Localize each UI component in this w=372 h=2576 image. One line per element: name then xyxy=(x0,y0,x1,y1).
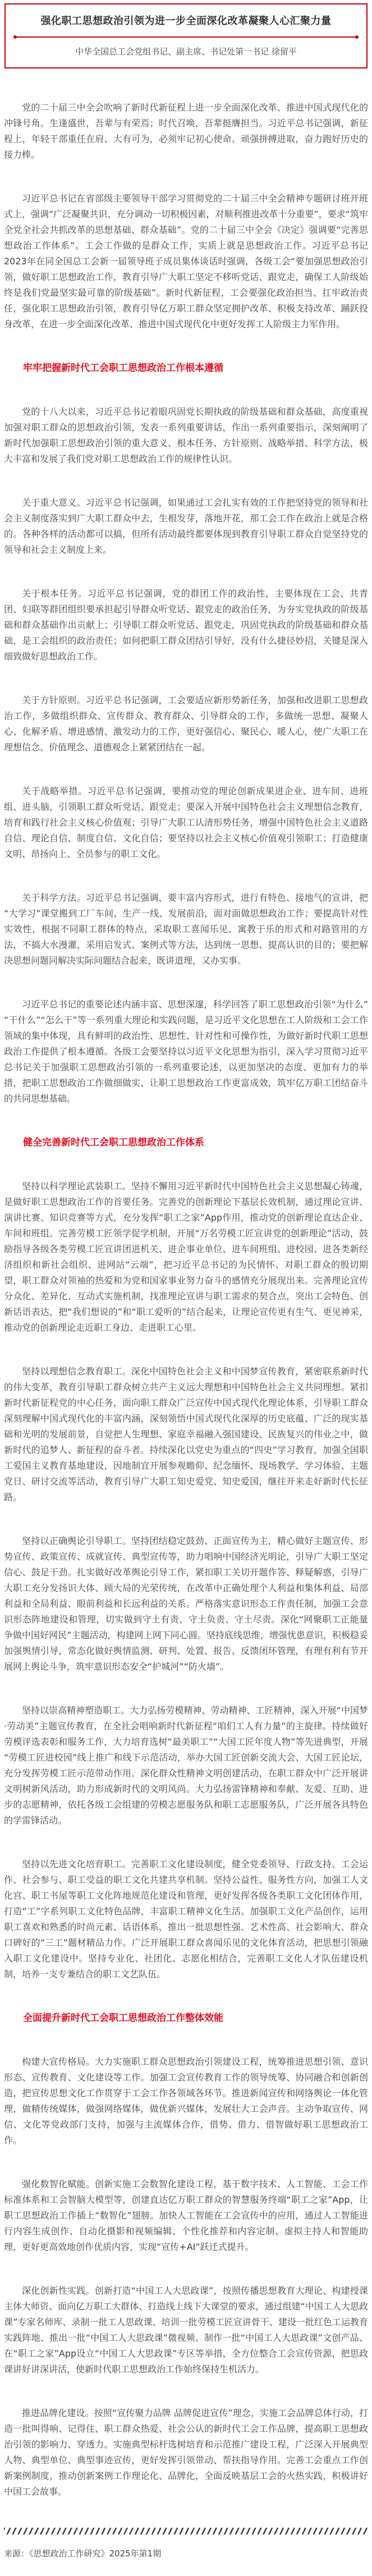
page-title: 强化职工思想政治引领为进一步全面深化改革凝聚人心汇聚力量 xyxy=(40,15,332,27)
paragraph: 推进品牌化建设。按照“宣传聚力品牌 品牌促进宣传”理念，实施工会品牌总体行动，打造一批叫得响、记得住、职工群众热爱、社会公认的新时代工会工作品牌，提高职工思想政治引领的影响力、穿透力。实施典型标杆选树培育和示范推广建设工程，广泛深入开展典型人物、典型单位、典型事迹宣传，更好发挥引领带动、帮扶指导作用。完善工会重点工作创新案例制度，推动创新案例工作理论化、品牌化，全面反映基层工会的火热实践，积极讲好中国工会故事。 xyxy=(4,2407,368,2497)
paragraph: 坚持以正确舆论引导职工。坚持团结稳定鼓劲、正面宣传为主，精心做好主题宣传、形势宣传、政策宣传、成就宣传、典型宣传等，助力唱响中国经济光明论，引导广大职工坚定信心、鼓足干劲。扎实做好改革舆论引导工作，紧扣职工关切开题作答、释疑解惑，引导广大职工充分发扬识大体、顾大局的光荣传统，在改革中正确处理个人利益和集体利益、局部利益和全局利益、眼前利益和长远利益的关系。严格落实意识形态工作责任制，加强工会意识形态阵地建设和管理，切实做到守土有责、守土负责、守土尽责。深化“网聚职工正能量 争做中国好网民”主题活动，构建网上网下同心圆。坚持底线思维，增强忧患意识，积极稳妥加强舆情引导，常态化做好舆情监测、研判、处置、报告、反馈闭环管理，有理有利有节开展网上舆论斗争，筑牢意识形态安全“护城河”“防火墙”。 xyxy=(4,1535,368,1672)
paragraph: 深化创新性实践。创新打造“中国工人大思政课”，按照传播思想教育大理论、构建授课主体大师资、面向亿万职工大群体、打造线上线下大课堂的要求，通过组建“中国工人大思政课”专家名师库、录制一批工人思政课、培训一批劳模工匠宣讲骨干、建设一批红色工运教育实践阵地、推出一批“中国工人大思政课”微视频、制作一批“中国工人大思政课”文创产品、在“职工之家”App设立“中国工人大思政课”专区等举措，全方位整合工会宣传资源，把思政课讲好讲深讲活，使新时代职工思想政治工作始终保持生机活力。 xyxy=(4,2285,368,2375)
author-line: 中华全国总工会党组书记、副主席、书记处第一书记 徐留平 xyxy=(75,47,297,57)
section-heading: 牢牢把握新时代工会职工思想政治工作根本遵循 xyxy=(23,362,223,374)
paragraph: 党的十八大以来，习近平总书记着眼巩固党长期执政的阶级基础和群众基础，高度重视加强对职工群众的思想政治引领，发表一系列重要讲话，作出一系列重要指示，深刻阐明了新时代加强职工思想政治引领的重大意义、根本任务、方针原则、战略举措、科学方法，极大丰富和发展了我们党对职工思想政治工作的规律性认识。 xyxy=(4,406,368,464)
divider-line xyxy=(17,36,355,38)
paragraph: 强化数智化赋能。创新实施工会数智化建设工程，基于数字技术、人工智能、工会工作标准体系和工会智脑大模型等，创建直达亿万职工群众的智慧服务终端“职工之家”App，让职工思想政治工作插上“数智化”翅膀。加快人工智能在工会宣传中的应用，通过人工智能进行内容生成创作、自动化摄影和视频编辑、个性化推荐和内容定制、虚拟主持人和智能助理，更好更高效地创作优质内容，实现“宣传+AI”跃迁式提升。 xyxy=(4,2178,368,2252)
divider-dot-right xyxy=(355,35,359,39)
paragraph: 坚持以崇高精神塑造职工。大力弘扬劳模精神、劳动精神、工匠精神，深入开展“中国梦·劳动美”主题宣传教育，在全社会唱响新时代新征程“咱们工人有力量”的主旋律。持续做好劳模评选表彰和服务工作，大力培育选树“最美职工”“大国工匠年度人物”等先进典型，开展“劳模工匠进校园”线上推广和线下示范活动，举办大国工匠创新交流大会、大国工匠论坛，充分发挥劳模工匠示范带动作用。深化群众性精神文明创建活动，在职工群众中广泛开展讲文明树新风活动，助力形成新时代的文明风尚。大力弘扬雷锋精神和奉献、友爱、互助、进步的志愿精神，依托各级工会组建的劳模志愿服务队和职工志愿服务队，广泛开展各具特色的学雷锋活动。 xyxy=(4,1704,368,1826)
paragraph: 关于战略举措。习近平总书记强调，要推动党的理论创新成果进企业、进车间、进班组、进头脑，引领职工群众听党话、跟党走；要深入开展中国特色社会主义理想信念教育，培育和践行社会主义核心价值观；引导广大职工认清形势任务，增强中国特色社会主义道路自信、理论自信、制度自信、文化自信；要坚持以社会主义核心价值观引领职工；打造健康文明、昂扬向上、全员参与的职工文化。 xyxy=(4,785,368,859)
section-heading: 健全完善新时代工会职工思想政治工作体系 xyxy=(23,1136,204,1148)
source-line: 来源：《思想政治工作研究》2025年第1期 xyxy=(4,2548,162,2559)
paragraph: 关于根本任务。习近平总书记强调，党的群团工作的政治性，主要体现在工会、共青团、妇联等群团组织要承担起引导群众听党话、跟党走的政治任务，为夯实党执政的阶级基础和群众基础作出贡献上；引导职工群众听党话、跟党走，巩固党执政的阶级基础和群众基础，是工会组织的政治责任；如何把职工群众团结引导好，没有什么捷径妙招，关键是深入细致做好思想政治工作。 xyxy=(4,588,368,662)
article-header xyxy=(4,3,368,68)
paragraph: 党的二十届三中全会吹响了新时代新征程上进一步全面深化改革、推进中国式现代化的冲锋号角。生逢盛世，吾辈与有荣焉；时代召唤，吾辈挺膺担当。习近平总书记强调，新征程上，年轻干部重任在肩、大有可为，必须牢记初心使命、顽强拼搏进取，奋力跑好历史的接力棒。 xyxy=(4,102,368,160)
title-divider xyxy=(13,35,359,39)
paragraph: 坚持以先进文化培育职工。完善职工文化建设制度，健全党委领导、行政支持、工会运作、社会参与、职工受益的职工文化共建共享机制。坚持公益性、服务性方向，加强工人文化宫、职工书屋等职工文化阵地规范化建设和管理，更好发挥各级各类职工文化团体作用，打造“工”字系列职工文化特色品牌，丰富职工精神文化生活。加强职工文化产品创作，运用职工喜欢和熟悉的时尚元素、话语体系，推出一批思想性强、艺术性高、社会影响大、群众口碑好的“三工”题材精品力作。广泛开展职工群众喜闻乐见的文化体育活动，把思想引领融入职工文化建设中。坚持专业化、社团化、志愿化相结合，完善职工文化人才队伍建设机制，培养一支专兼结合的职工文艺队伍。 xyxy=(4,1858,368,1979)
section-heading: 全面提升新时代工会职工思想政治工作整体效能 xyxy=(23,2012,223,2024)
paragraph: 关于方针原则。习近平总书记强调，工会要适应新形势新任务，加强和改进职工思想政治工作，多做组织群众、宣传群众、教育群众、引导群众的工作，多做统一思想、凝聚人心、化解矛盾、增进感情、激发动力的工作，更好强信心、聚民心、暖人心，使广大职工在理想信念、价值理念、道德观念上紧紧团结在一起。 xyxy=(4,694,368,753)
paragraph: 构建大宣传格局。大力实施职工群众思想政治引领建设工程，统筹推进思想引领、意识形态、宣传教育、文化建设等工作。加强工会宣传教育工作的领导统筹、协同融合和创新创造，把宣传思想文化工作贯穿于工会工作各领域各环节。推进新闻宣传和网络舆论一体化管理，做精传统媒体，做强网络媒体，做优新兴媒体，发展壮大工会声音。主动争取宣传、网信、文化等党政部门支持，加强与主流媒体合作，借势、借力、借智做好职工思想政治工作。 xyxy=(4,2056,368,2146)
article-body xyxy=(0,68,372,2500)
hatched-divider xyxy=(4,2528,368,2534)
paragraph: 关于科学方法。习近平总书记强调，要丰富内容形式，进行有特色、接地气的宣讲，把“大学习”课堂搬到工厂车间、生产一线、发展前沿，面对面做思想政治工作；要提高针对性实效性，根据不同职工群体的特点，采取职工喜闻乐见、寓教于乐的形式和对路管用的方法，不搞大水漫灌，采用启发式、案例式等方法，达到统一思想、提高认识的目的；要把解决思想问题同解决实际问题结合起来，既讲道理，又办实事。 xyxy=(4,892,368,966)
article-page xyxy=(0,3,372,2560)
paragraph: 坚持以理想信念教育职工。深化中国特色社会主义和中国梦宣传教育，紧密联系新时代的伟大变革，教育引导职工群众树立共产主义远大理想和中国特色社会主义共同理想。紧扣新时代新征程党的中心任务，面向职工群众广泛宣传中国式现代化理论体系，引导职工群众深刻理解中国式现代化的丰富内涵，深刻领悟中国式现代化深厚的历史底蕴、广泛的现实基础和光明的发展前景，自觉把人生理想、家庭幸福融入强国建设、民族复兴的伟业之中，做新时代的追梦人、新征程的奋斗者。持续深化以党史为重点的“四史”学习教育，加强全国职工爱国主义教育基地建设，因地制宜开展参观瞻仰、纪念缅怀、现场教学、学习体验、主题党日、研讨交流等活动，教育引导广大职工知史爱党、知史爱国，继往开来走好新时代长征路。 xyxy=(4,1365,368,1502)
paragraph: 习近平总书记的重要论述内涵丰富、思想深邃，科学回答了职工思想政治引领“为什么”“干什么”“怎么干”等一系列重大理论和实践问题，是习近平文化思想在工人阶级和工会工作领域的集中体现，具有鲜明的政治性、思想性、针对性和可操作性，为做好新时代职工思想政治工作提供了根本遵循。各级工会要坚持以习近平文化思想为指引，深入学习贯彻习近平总书记关于加强职工思想政治引领的一系列重要论述，以更加坚决的态度、更加有力的举措，把职工思想政治工作做细做实、让职工思想政治工作更富成效，筑牢亿万职工团结奋斗的共同思想基础。 xyxy=(4,998,368,1104)
paragraph: 坚持以科学理论武装职工。坚持不懈用习近平新时代中国特色社会主义思想凝心铸魂，是做好职工思想政治工作的首要任务。完善党的创新理论下基层长效机制，通过理论宣讲、演讲比赛、知识竞赛等方式，充分发挥“职工之家”App作用，推动党的创新理论直达企业、车间和班组。完善劳模工匠领学促学机制，开展“万名劳模工匠宣讲党的创新理论”活动，鼓励指导各级各类劳模工匠宣讲团进机关、进企事业单位、进车间班组、进校园、进各类新经济组织和新社会组织、进网站“云端”，把习近平总书记的为民情怀、对职工群众的殷切期望，职工群众对领袖的热爱和为党和国家事业努力奋斗的感情充分展现出来。完善理论宣传分众化、差异化、互动式实施机制，找准理论宣讲与职工需求的契合点，突出工会特色、创新话语表达，把“我们想说的”和“职工爱听的”结合起来，让理论宣传更有生气、更见神采，推动党的创新理论走近职工身边、走进职工心里。 xyxy=(4,1180,368,1333)
paragraph: 习近平总书记在省部级主要领导干部学习贯彻党的二十届三中全会精神专题研讨班开班式上，强调“广泛凝聚共识、充分调动一切积极因素，对顺利推进改革十分重要”，要求“筑牢全党全社会共抓改革的思想基础、群众基础”。党的二十届三中全会《决定》强调要“完善思想政治工作体系”。工会工作做的是群众工作，实质上就是思想政治工作。习近平总书记2023年在同全国总工会新一届领导班子成员集体谈话时强调，各级工会“要加强思想政治引领，做好职工思想政治工作，教育引导广大职工坚定不移听党话、跟党走，确保工人阶级始终是我们党最坚实最可靠的阶级基础”。新时代新征程，工会要强化政治担当、扛牢政治责任，强化职工思想政治引领，教育引导亿万职工群众坚定拥护改革、积极支持改革、踊跃投身改革，在进一步全面深化改革、推进中国式现代化中更好发挥工人阶级主力军作用。 xyxy=(4,192,368,329)
paragraph: 关于重大意义。习近平总书记强调，如果通过工会扎实有效的工作把坚持党的领导和社会主义制度落实到广大职工群众中去，生根发芽，落地开花，那工会工作在政治上就是合格的。各种各样的活动都可以搞，但所有活动最终都要体现到教育引导职工群众自觉坚持党的领导和社会主义制度上来。 xyxy=(4,497,368,555)
